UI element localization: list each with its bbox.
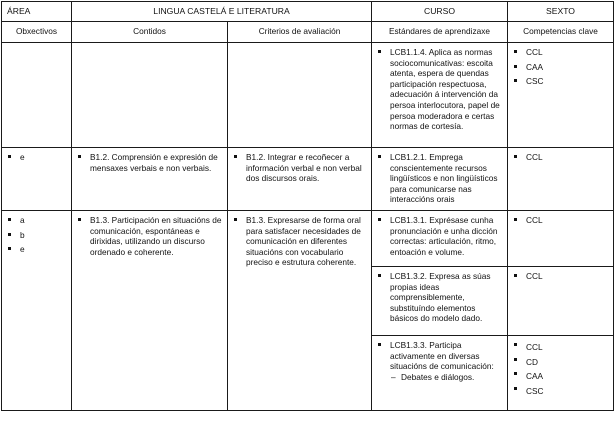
area-label: ÁREA [2, 2, 72, 22]
col-header-contents: Contidos [72, 22, 228, 43]
subject-title: LINGUA CASTELÁ E LITERATURA [72, 2, 372, 22]
objectives-cell [2, 211, 72, 411]
competences-cell [508, 43, 614, 148]
content-text: B1.3. Participación en situacións de comunicación, espontáneas e dirixidas, utilizando un discurso ordenado e coherente. [77, 215, 222, 257]
col-header-standards: Estándares de aprendizaxe [372, 22, 508, 43]
criterion-cell [228, 43, 372, 148]
objective-item: a [7, 215, 66, 226]
competences-cell [508, 211, 614, 267]
content-text: B1.2. Comprensión e expresión de mensaxes verbais e non verbais. [77, 152, 222, 173]
competences-cell [508, 336, 614, 411]
table-row [2, 43, 614, 148]
standard-cell [372, 267, 508, 336]
col-header-objectives: Obxectivos [2, 22, 72, 43]
standard-cell [372, 43, 508, 148]
content-cell [72, 148, 228, 211]
competence-item: CSC [513, 384, 608, 399]
competence-item: CCL [513, 271, 608, 282]
competences-cell [508, 267, 614, 336]
table-row [2, 211, 614, 267]
competence-item: CSC [513, 76, 608, 87]
objectives-cell [2, 43, 72, 148]
criterion-text: B1.3. Expresarse de forma oral para satisfacer necesidades de comunicación en diferentes situacións con vocabulario preciso e estrutura coherente. [233, 215, 366, 268]
competence-item: CCL [513, 47, 608, 58]
curso-value: SEXTO [508, 2, 614, 22]
standard-text: LCB1.3.2. Expresa as súas propias ideas comprensiblemente, substituíndo elementos básicos do modelo dado. [377, 271, 502, 324]
header-row [2, 2, 614, 22]
standard-text: LCB1.1.4. Aplica as normas sociocomunicativas: escoita atenta, espera de quendas participación respectuosa, adecuación á intervención da persoa interlocutora, papel de persoa moderadora e certas normas de cortesía. [377, 47, 502, 132]
content-cell [72, 211, 228, 411]
standard-cell [372, 148, 508, 211]
objective-item: e [7, 244, 66, 255]
curso-label: CURSO [372, 2, 508, 22]
standard-subitem [377, 372, 502, 383]
content-cell [72, 43, 228, 148]
objective-item: e [7, 152, 66, 163]
standard-cell [372, 336, 508, 411]
competence-item: CAA [513, 369, 608, 384]
competence-item: CCL [513, 215, 608, 226]
column-header-row [2, 22, 614, 43]
competence-item: CCL [513, 340, 608, 355]
criterion-cell [228, 211, 372, 411]
objectives-cell [2, 148, 72, 211]
standard-text: LCB1.3.3. Participa activamente en diversas situacións de comunicación: [377, 340, 502, 372]
col-header-criteria: Criterios de avaliación [228, 22, 372, 43]
objective-item: b [7, 230, 66, 241]
standard-text: LCB1.2.1. Emprega conscientemente recursos lingüísticos e non lingüísticos para comunicarse nas interaccións orais [377, 152, 502, 205]
curriculum-table [1, 1, 614, 411]
standard-subitem-text: Debates e diálogos. [401, 371, 475, 382]
competence-item: CD [513, 355, 608, 370]
competence-item: CAA [513, 62, 608, 73]
criterion-cell [228, 148, 372, 211]
standard-cell [372, 211, 508, 267]
table-row [2, 148, 614, 211]
criterion-text: B1.2. Integrar e recoñecer a información verbal e non verbal dos discursos orais. [233, 152, 366, 184]
competences-cell [508, 148, 614, 211]
col-header-competences: Competencias clave [508, 22, 614, 43]
competence-item: CCL [513, 152, 608, 163]
standard-text: LCB1.3.1. Exprésase cunha pronunciación e unha dicción correctas: articulación, ritmo, entoación e volume. [377, 215, 502, 257]
